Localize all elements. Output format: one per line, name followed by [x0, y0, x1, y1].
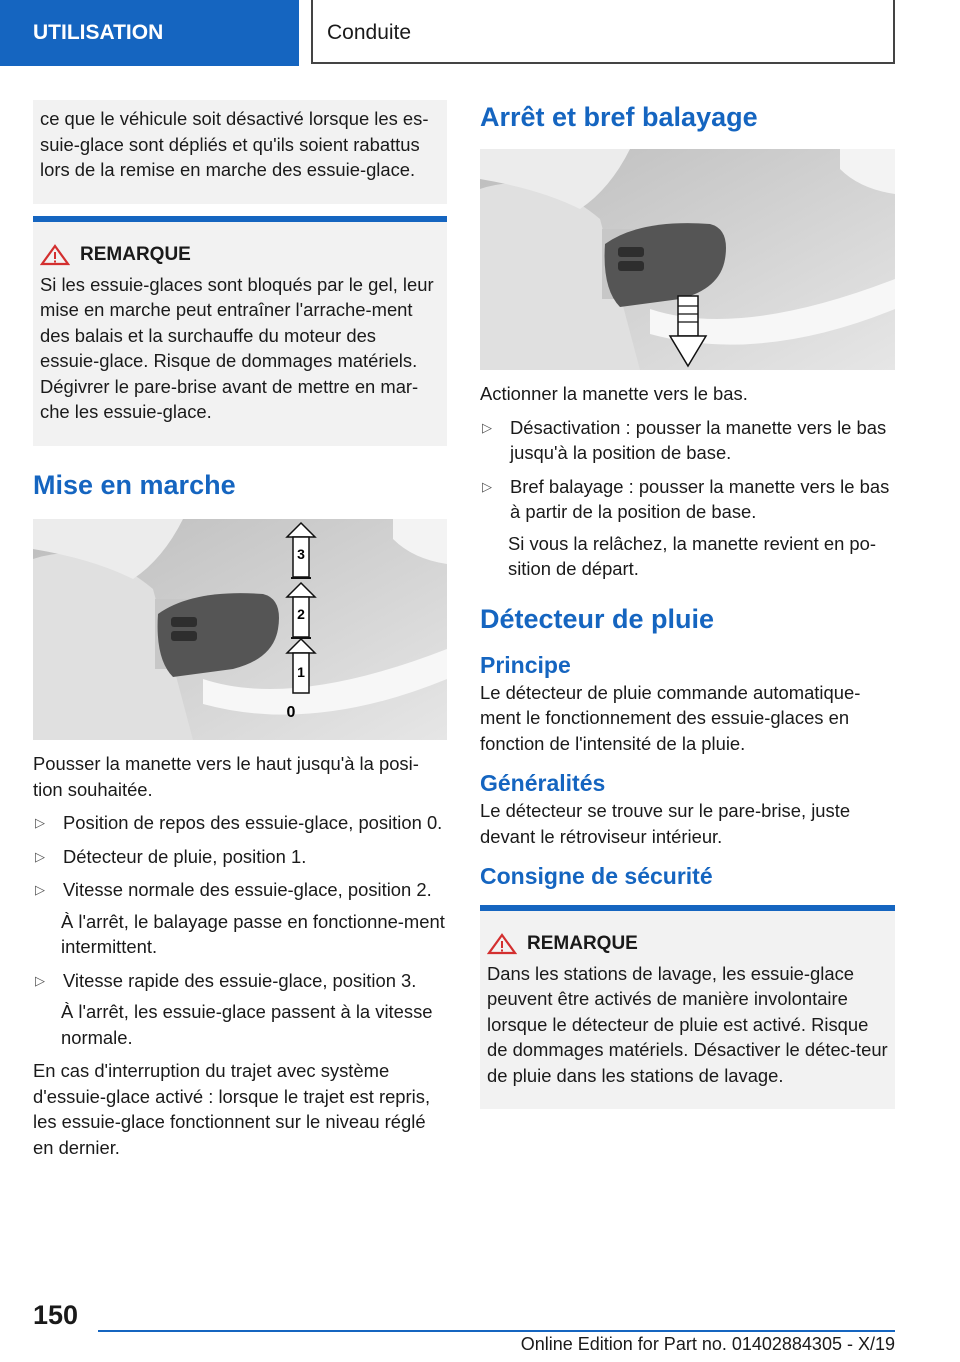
list-item: ▷ Position de repos des essuie-glace, position 0. — [33, 810, 447, 836]
bullet-triangle-icon: ▷ — [482, 478, 492, 494]
bullet-triangle-icon: ▷ — [35, 815, 45, 830]
footer-divider — [98, 1330, 895, 1332]
page-number: 150 — [33, 1300, 79, 1330]
note-text: Si les essuie-glaces sont bloqués par le gel, leur mise en marche peut entraîner l'arrache-ment des balais et la surchauffe du moteur des essuie-glace. Risque de dommages matériels. Dégivrer le pare-brise avant de mettre en mar-che les essuie-glace. — [40, 273, 434, 422]
chapter-title: Conduite — [311, 0, 895, 64]
arrow-down-icon — [666, 294, 710, 370]
section-heading: Arrêt et bref balayage — [480, 102, 758, 132]
left-column — [33, 100, 447, 1160]
position-label: 3 — [297, 546, 305, 562]
page-header — [0, 0, 960, 66]
position-label: 2 — [297, 606, 305, 622]
bullet-triangle-icon: ▷ — [35, 972, 45, 988]
wiper-lever-up-figure — [33, 519, 447, 740]
subsection-heading: Généralités — [480, 770, 606, 796]
warning-triangle-icon — [487, 933, 517, 955]
note-title-row — [40, 242, 440, 268]
continued-text-box — [33, 100, 447, 204]
wiper-lever-illustration — [33, 519, 447, 740]
list-item: ▷ Désactivation : pousser la manette vers le bas jusqu'à la position de base. — [480, 415, 895, 466]
right-column — [480, 100, 895, 1109]
intro-paragraph: Pousser la manette vers le haut jusqu'à la posi-tion souhaitée. — [33, 753, 419, 800]
subsection-heading: Principe — [480, 651, 571, 678]
section-heading: Détecteur de pluie — [480, 603, 715, 634]
note-title-row — [487, 931, 888, 957]
list-item-detail: À l'arrêt, les essuie-glace passent à la vitesse normale. — [61, 1001, 433, 1048]
bullet-triangle-icon: ▷ — [482, 419, 492, 435]
list-item-detail: Si vous la relâchez, la manette revient en po-sition de départ. — [508, 532, 877, 579]
note-text: Dans les stations de lavage, les essuie-glace peuvent être activés de manière involontaire lorsque le détecteur de pluie est activé. Risque de dommages matériels. Désactiver le détec-teur de pluie dans les stations de lavage. — [487, 962, 888, 1086]
position-label: 1 — [297, 664, 305, 680]
bullet-triangle-icon: ▷ — [35, 848, 45, 864]
intro-paragraph: Actionner la manette vers le bas. — [480, 383, 748, 404]
arrow-up-icon — [281, 519, 321, 740]
continued-text: ce que le véhicule soit désactivé lorsque les es-suie-glace sont dépliés et qu'ils soient rabattus lors de la remise en marche des essuie-glace. — [40, 108, 429, 180]
list-item: ▷ Détecteur de pluie, position 1. — [33, 844, 447, 870]
principe-paragraph: Le détecteur de pluie commande automatique-ment le fonctionnement des essuie-glaces en fonction de l'intensité de la pluie. — [480, 681, 861, 754]
warning-triangle-icon — [40, 244, 70, 266]
list-item-detail: À l'arrêt, le balayage passe en fonctionne-ment intermittent. — [61, 910, 445, 957]
warning-note — [480, 905, 895, 1109]
position-label: 0 — [286, 704, 296, 721]
note-title: REMARQUE — [527, 933, 638, 954]
generalites-paragraph: Le détecteur se trouve sur le pare-brise, juste devant le rétroviseur intérieur. — [480, 800, 851, 847]
edition-text: Online Edition for Part no. 01402884305 - X/19 — [520, 1334, 895, 1354]
list-item: ▷ Vitesse rapide des essuie-glace, position 3. — [33, 968, 447, 994]
wiper-lever-down-figure — [480, 149, 895, 370]
section-title: UTILISATION — [0, 0, 299, 66]
subsection-heading: Consigne de sécurité — [480, 863, 713, 889]
list-item: ▷ Bref balayage : pousser la manette vers le bas à partir de la position de base. — [480, 474, 895, 525]
section-heading: Mise en marche — [33, 470, 236, 500]
bullet-triangle-icon: ▷ — [35, 882, 45, 897]
list-item: ▷ Vitesse normale des essuie-glace, position 2. — [33, 877, 447, 903]
warning-note — [33, 216, 447, 446]
outro-paragraph: En cas d'interruption du trajet avec système d'essuie-glace activé : lorsque le trajet est repris, les essuie-glace fonctionnent sur le niveau réglé en dernier. — [33, 1060, 431, 1158]
note-title: REMARQUE — [80, 244, 191, 265]
